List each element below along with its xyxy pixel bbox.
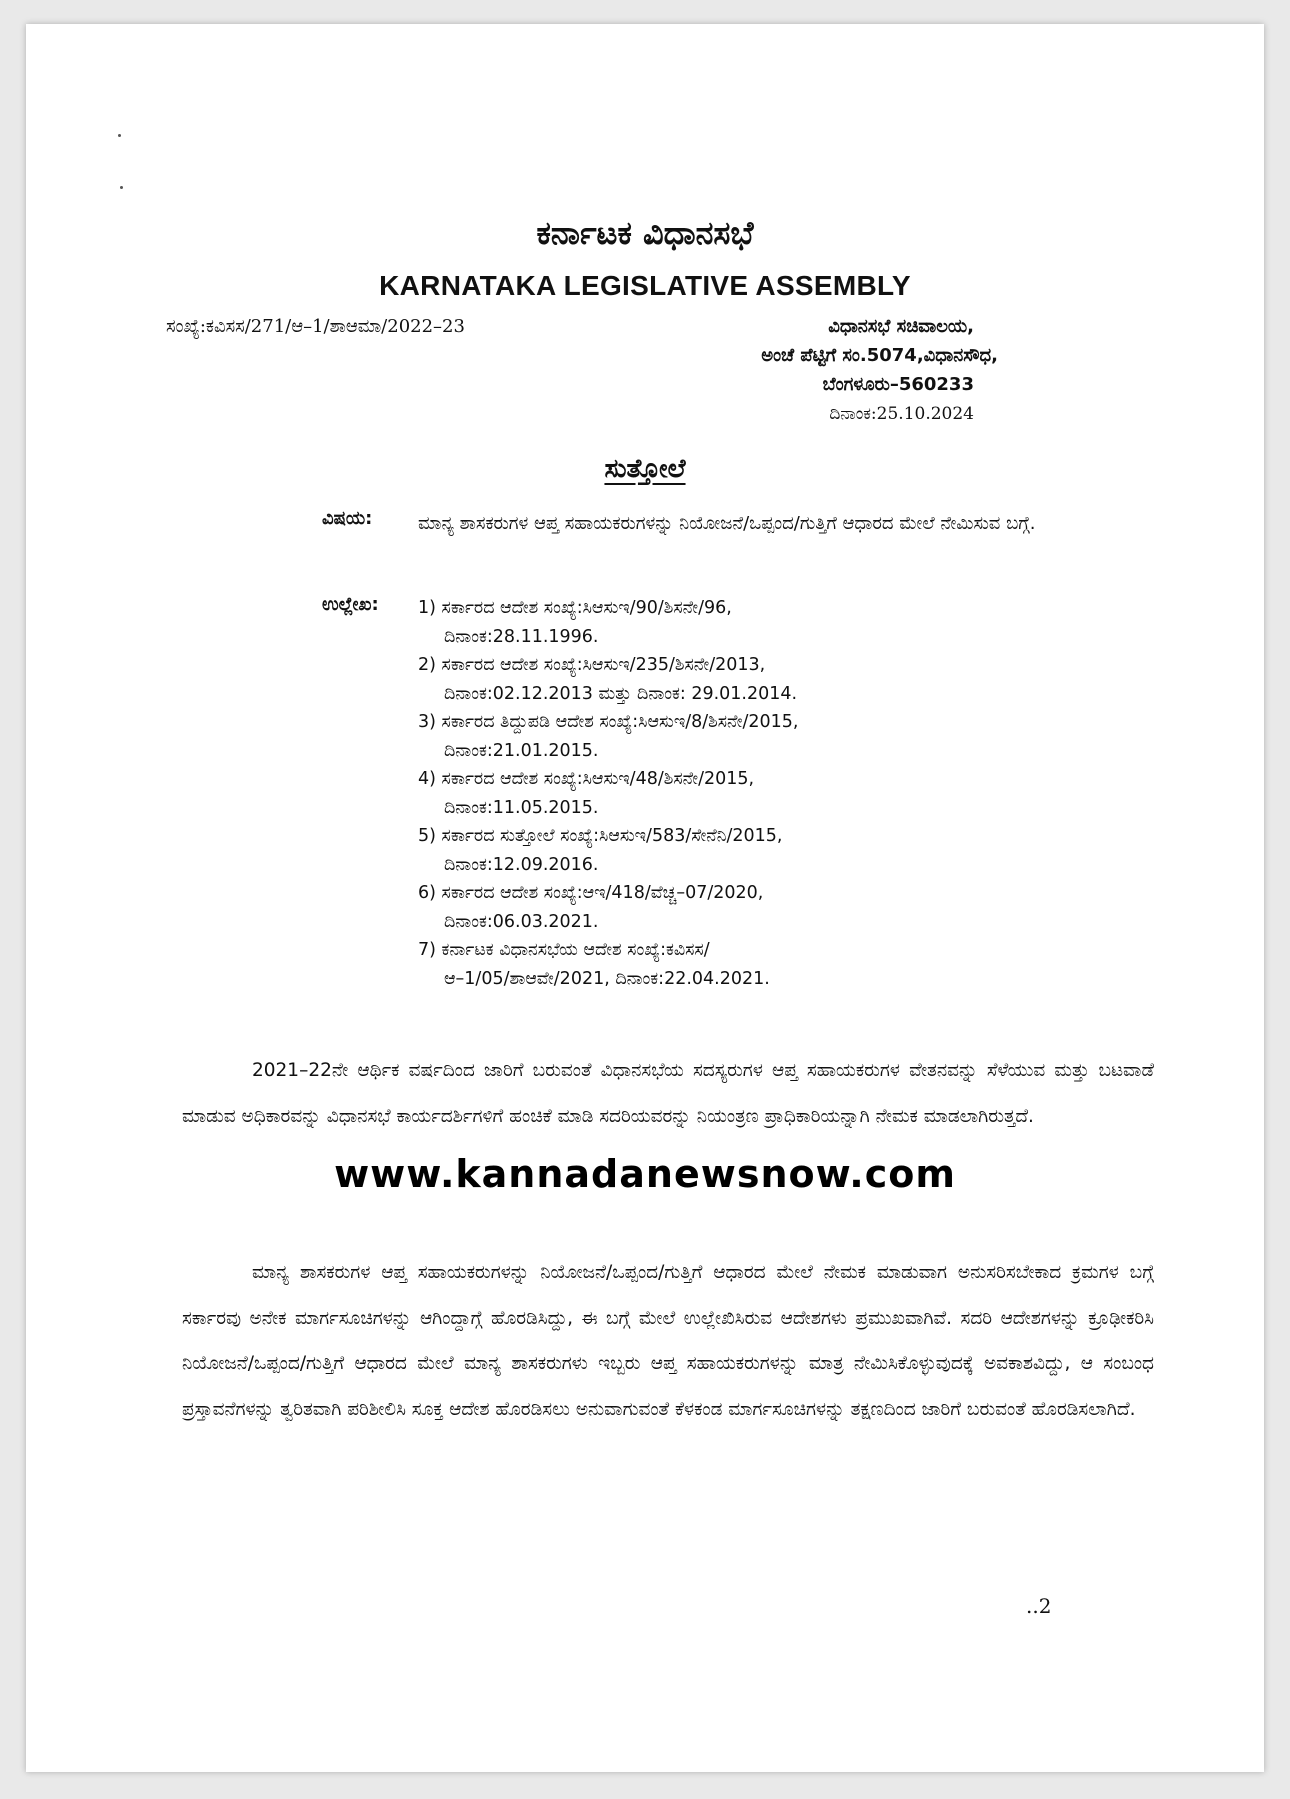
reference-date: ದಿನಾಂಕ:21.01.2015.	[444, 740, 599, 761]
paragraph-2	[182, 1250, 1154, 1432]
reference-line: 3) ಸರ್ಕಾರದ ತಿದ್ದುಪಡಿ ಆದೇಶ ಸಂಖ್ಯೆ:ಸಿಆಸುಇ/8/ಶಿಸನೇ/2015,	[418, 712, 799, 732]
address-line-1: ವಿಧಾನಸಭೆ ಸಚಿವಾಲಯ,	[828, 316, 974, 337]
reference-line: 4) ಸರ್ಕಾರದ ಆದೇಶ ಸಂಖ್ಯೆ:ಸಿಆಸುಇ/48/ಶಿಸನೇ/2015,	[418, 769, 755, 789]
reference-line: 1) ಸರ್ಕಾರದ ಆದೇಶ ಸಂಖ್ಯೆ:ಸಿಆಸುಇ/90/ಶಿಸನೇ/96,	[418, 598, 732, 618]
references-list	[418, 594, 1118, 993]
reference-date: ದಿನಾಂಕ:28.11.1996.	[444, 626, 599, 647]
title-kannada: ಕರ್ನಾಟಕ ವಿಧಾನಸಭೆ	[536, 214, 754, 252]
paragraph-1-text: 2021–22ನೇ ಆರ್ಥಿಕ ವರ್ಷದಿಂದ ಜಾರಿಗೆ ಬರುವಂತೆ ವಿಧಾನಸಭೆಯ ಸದಸ್ಯರುಗಳ ಆಪ್ತ ಸಹಾಯಕರುಗಳ ವೇತನವನ್ನು ಸೆಳೆಯುವ ಮತ್ತು ಬಟವಾಡೆ ಮಾಡುವ ಅಧಿಕಾರವನ್ನು ವಿಧಾನಸಭೆ ಕಾರ್ಯದರ್ಶಿಗಳಿಗೆ ಹಂಚಿಕೆ ಮಾಡಿ ಸದರಿಯವರನ್ನು ನಿಯಂತ್ರಣ ಪ್ರಾಧಿಕಾರಿಯನ್ನಾಗಿ ನೇಮಕ ಮಾಡಲಾಗಿರುತ್ತದೆ.	[182, 1060, 1154, 1127]
title-english: KARNATAKA LEGISLATIVE ASSEMBLY	[379, 270, 911, 301]
address-date: ದಿನಾಂಕ:25.10.2024	[829, 404, 974, 424]
reference-date: ಆ–1/05/ಶಾಆವೇ/2021, ದಿನಾಂಕ:22.04.2021.	[444, 968, 770, 989]
reference-item	[418, 879, 1118, 936]
subject-text: ಮಾನ್ಯ ಶಾಸಕರುಗಳ ಆಪ್ತ ಸಹಾಯಕರುಗಳನ್ನು ನಿಯೋಜನೆ/ಒಪ್ಪಂದ/ಗುತ್ತಿಗೆ ಆಧಾರದ ಮೇಲೆ ನೇಮಿಸುವ ಬಗ್ಗೆ.	[418, 513, 1036, 534]
reference-item	[418, 936, 1118, 993]
reference-line: 2) ಸರ್ಕಾರದ ಆದೇಶ ಸಂಖ್ಯೆ:ಸಿಆಸುಇ/235/ಶಿಸನೇ/2013,	[418, 655, 766, 675]
reference-item	[418, 594, 1118, 651]
reference-date: ದಿನಾಂಕ:11.05.2015.	[444, 797, 599, 818]
reference-line: 6) ಸರ್ಕಾರದ ಆದೇಶ ಸಂಖ್ಯೆ:ಆಇ/418/ವೆಚ್ಚ–07/2020,	[418, 883, 764, 903]
reference-line: 7) ಕರ್ನಾಟಕ ವಿಧಾನಸಭೆಯ ಆದೇಶ ಸಂಖ್ಯೆ:ಕವಿಸಸ/	[418, 940, 710, 960]
watermark-url: www.kannadanewsnow.com	[334, 1152, 956, 1196]
page-continuation: ..2	[1026, 1594, 1052, 1618]
references-label: ಉಲ್ಲೇಖ:	[322, 594, 379, 615]
reference-date: ದಿನಾಂಕ:06.03.2021.	[444, 911, 599, 932]
reference-item	[418, 651, 1118, 708]
reference-number: ಸಂಖ್ಯೆ:ಕವಿಸಸ/271/ಆ–1/ಶಾಆಮಾ/2022–23	[166, 316, 465, 337]
reference-item	[418, 822, 1118, 879]
circular-title	[26, 454, 1264, 485]
scan-speck	[120, 186, 123, 189]
address-line-2: ಅಂಚೆ ಪೆಟ್ಟಿಗೆ ಸಂ.5074,ವಿಧಾನಸೌಧ,	[761, 345, 998, 366]
document-page	[26, 24, 1264, 1772]
circular-title-text: ಸುತ್ತೋಲೆ	[604, 454, 686, 484]
reference-item	[418, 708, 1118, 765]
address-line-3: ಬೆಂಗಳೂರು–560233	[822, 374, 974, 395]
scan-speck	[118, 134, 121, 137]
paragraph-2-text: ಮಾನ್ಯ ಶಾಸಕರುಗಳ ಆಪ್ತ ಸಹಾಯಕರುಗಳನ್ನು ನಿಯೋಜನೆ/ಒಪ್ಪಂದ/ಗುತ್ತಿಗೆ ಆಧಾರದ ಮೇಲೆ ನೇಮಕ ಮಾಡುವಾಗ ಅನುಸರಿಸಬೇಕಾದ ಕ್ರಮಗಳ ಬಗ್ಗೆ ಸರ್ಕಾರವು ಅನೇಕ ಮಾರ್ಗಸೂಚಿಗಳನ್ನು ಆಗಿಂದ್ದಾಗ್ಗೆ ಹೊರಡಿಸಿದ್ದು, ಈ ಬಗ್ಗೆ ಮೇಲೆ ಉಲ್ಲೇಖಿಸಿರುವ ಆದೇಶಗಳು ಪ್ರಮುಖವಾಗಿವೆ. ಸದರಿ ಆದೇಶಗಳನ್ನು ಕ್ರೂಢೀಕರಿಸಿ ನಿಯೋಜನೆ/ಒಪ್ಪಂದ/ಗುತ್ತಿಗೆ ಆಧಾರದ ಮೇಲೆ ಮಾನ್ಯ ಶಾಸಕರುಗಳು ಇಬ್ಬರು ಆಪ್ತ ಸಹಾಯಕರುಗಳನ್ನು ಮಾತ್ರ ನೇಮಿಸಿಕೊಳ್ಳುವುದಕ್ಕೆ ಅವಕಾಶವಿದ್ದು, ಆ ಸಂಬಂಧ ಪ್ರಸ್ತಾವನೆಗಳನ್ನು ತ್ವರಿತವಾಗಿ ಪರಿಶೀಲಿಸಿ ಸೂಕ್ತ ಆದೇಶ ಹೊರಡಿಸಲು ಅನುವಾಗುವಂತೆ ಕೆಳಕಂಡ ಮಾರ್ಗಸೂಚಿಗಳನ್ನು ತಕ್ಷಣದಿಂದ ಜಾರಿಗೆ ಬರುವಂತೆ ಹೊರಡಿಸಲಾಗಿದೆ.	[182, 1262, 1154, 1420]
reference-line: 5) ಸರ್ಕಾರದ ಸುತ್ತೋಲೆ ಸಂಖ್ಯೆ:ಸಿಆಸುಇ/583/ಸೇನೆನಿ/2015,	[418, 826, 783, 846]
reference-item	[418, 765, 1118, 822]
subject-label: ವಿಷಯ:	[322, 508, 373, 529]
reference-date: ದಿನಾಂಕ:02.12.2013 ಮತ್ತು ದಿನಾಂಕ: 29.01.2014.	[444, 683, 798, 704]
paragraph-1	[182, 1048, 1154, 1139]
reference-date: ದಿನಾಂಕ:12.09.2016.	[444, 854, 599, 875]
